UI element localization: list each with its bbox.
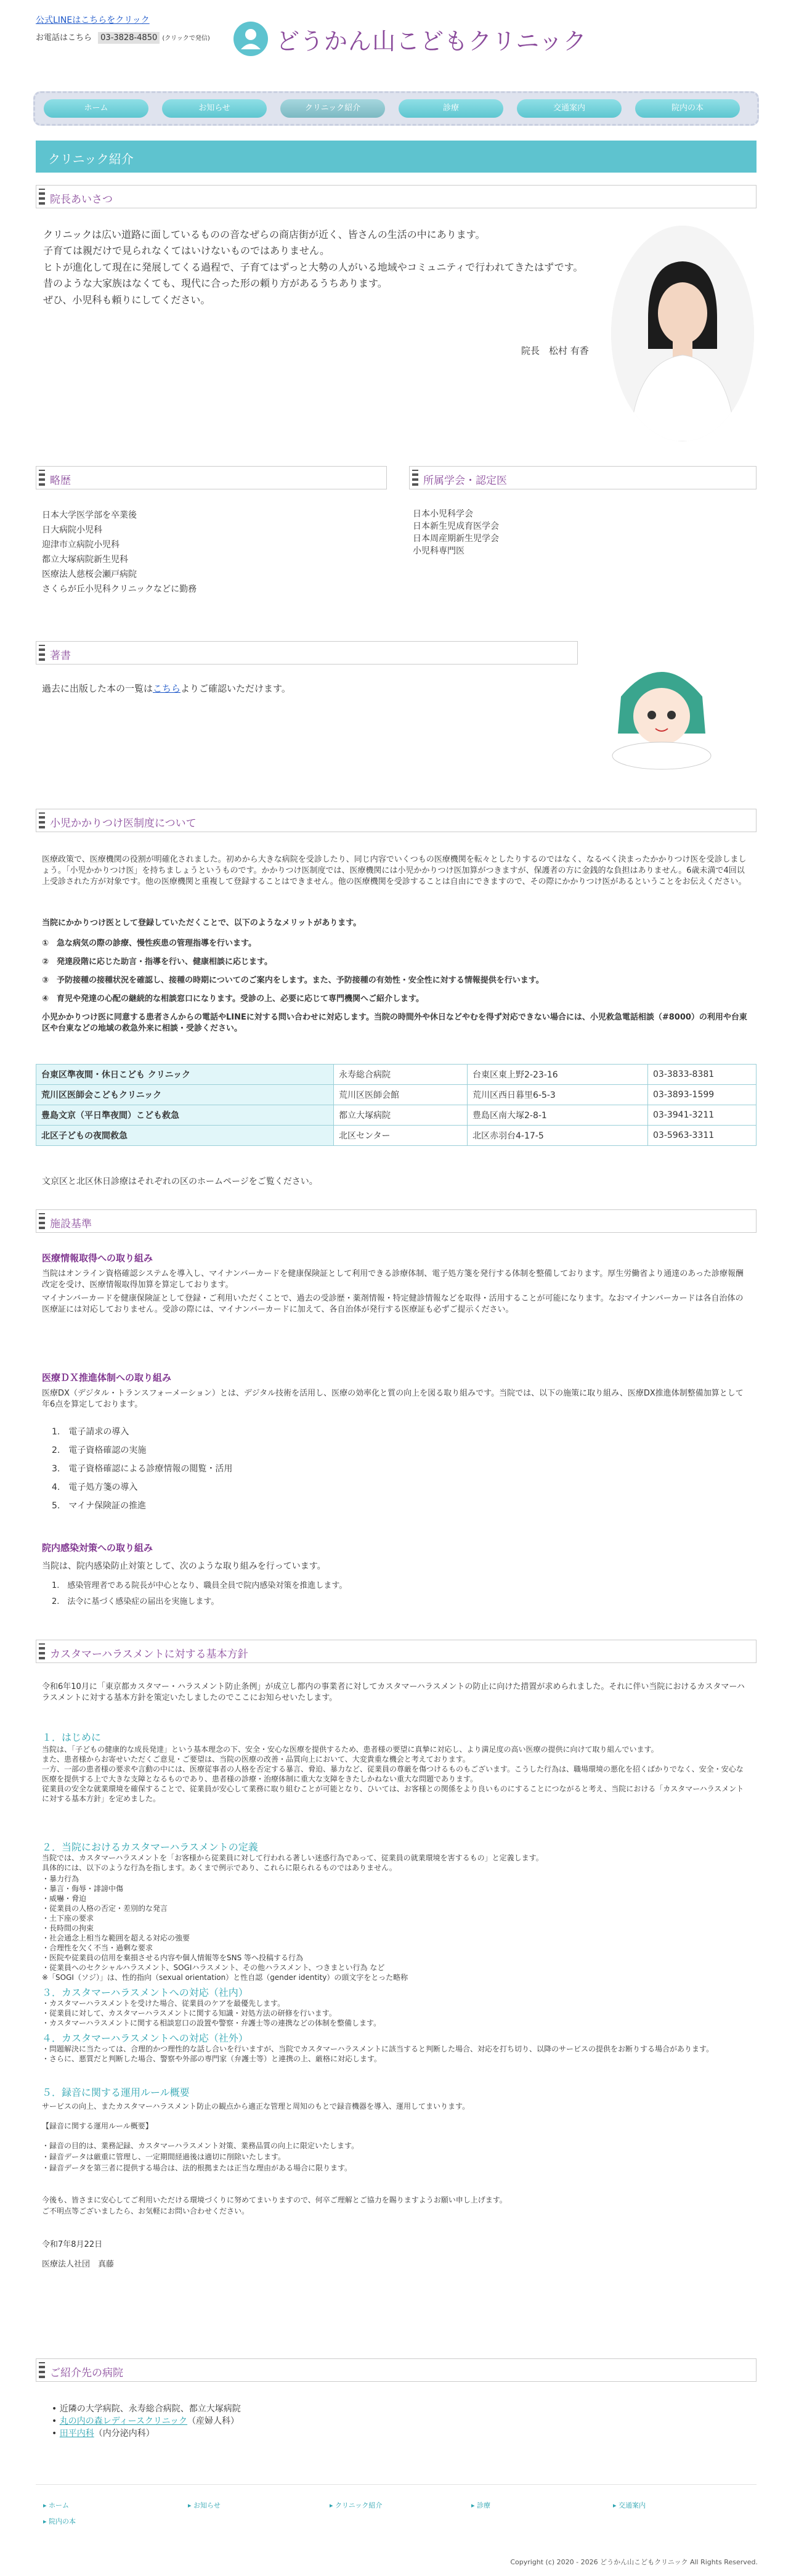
phone-number[interactable]: 03-3828-4850 xyxy=(98,32,160,44)
list-item: • 丸の内の森レディースクリニック（産婦人科） xyxy=(52,2416,240,2426)
character-illustration xyxy=(604,647,720,771)
harassment-signer: 医療法人社団 真藤 xyxy=(42,2260,115,2269)
harassment-s1-text: 当院は、「子どもの健康的な成長発達」という基本理念の下、安全・安心な医療を提供するため、患者様の要望に真摯に対応し、より満足度の高い医療の提供に向けて取り組んでいます。 また、患者様からお寄せいただくご意見・ご要望は、当院の医療の改善・品質向上において、大変貴重な機会と考えております。 一方、一部の患者様の要求や言動の中には、医療従事者の人格を否定する暴言、脅迫、暴力など、従業員の尊厳を傷つけるものもございます。こうした行為は、職場環境の悪化を招くばかりでなく、安全・安心な医療を提供する上で大きな支障となるものであり、患者様の診療・治療体制に重大な支障をきたしかねない重大な問題であります。 従業員の安全な就業環境を確保することで、従業員が安心して業務に取り組むことが可能となり、ひいては、お客様との関係をより良いものにすることにつながると考え、当院における「カスタマーハラスメントに対する基本方針」を定めました。 xyxy=(42,1745,744,1803)
footer-link-clinic[interactable]: ▸ クリニック紹介 xyxy=(330,2501,383,2509)
dx-list: 1. 電子請求の導入 2. 電子資格確認の実施 3. 電子資格確認による診療情報の閲覧・活用 4. 電子処方箋の導入 5. マイナ保険証の推進 xyxy=(52,1427,233,1511)
harassment-s4-title: ４．カスタマーハラスメントへの対応（社外） xyxy=(42,2032,248,2044)
harassment-s1-title: １．はじめに xyxy=(42,1732,102,1743)
nav-access[interactable]: 交通案内 xyxy=(517,99,622,118)
table-row: 荒川区医師会こどもクリニック 荒川区医師会館 荒川区西日暮里6-5-3 03-3893-1599 xyxy=(36,1085,757,1105)
emergency-table xyxy=(36,1064,757,1146)
nav-clinic[interactable]: クリニック紹介 xyxy=(280,99,385,118)
harassment-s4-list: ・問題解決に当たっては、合理的かつ理性的な話し合いを行いますが、当院でカスタマーハラスメントに該当すると判断した場合、対応を打ち切り、以降のサービスの提供をお断りする場合があります。 ・さらに、悪質だと判断した場合、警察や外部の専門家（弁護士等）と連携の上、厳格に対応します。 xyxy=(42,2045,714,2063)
footer-divider xyxy=(36,2484,757,2485)
harassment-s2-list: ・暴力行為 ・暴言・侮辱・誹謗中傷 ・威嚇・脅迫 ・従業員の人格の否定・差別的な発言 ・土下座の要求 ・長時間の拘束 ・社会通念上相当な範囲を超える対応の強要 ・合理性を欠く不当・過剰な要求 ・医院や従業員の信用を棄損させる内容や個人情報等をSNS 等へ投稿する行為 ・従業員へのセクシャルハラスメント、SOGIハラスメント、その他ハラスメント、つきまとい行為 など ※「SOGI（ソジ）」は、性的指向（sexual orientation）と性自認（gender identity）の頭文字をとった略称 xyxy=(42,1875,408,1982)
referral-heading: ご紹介先の病院 xyxy=(36,2358,757,2382)
director-portrait-icon xyxy=(611,226,754,441)
greeting-heading: 院長あいさつ xyxy=(36,185,757,208)
kakaritsuke-lead: 当院にかかりつけ医として登録していただくことで、以下のようなメリットがあります。 xyxy=(42,918,362,928)
phone-label: お電話はこちら xyxy=(36,33,92,43)
nav-home[interactable]: ホーム xyxy=(44,99,148,118)
clinic-logo[interactable] xyxy=(233,21,587,57)
kakaritsuke-intro: 医療政策で、医療機関の役割が明確化されました。初めから大きな病院を受診したり、同じ内容でいくつもの医療機関を転々としたりするのではなく、なるべく決まったかかりつけ医を受診しましょう。「小児かかりつけ医」を持ちましょうというものです。かかりつけ医制度では、医療機関には小児かかりつけ医加算がつきますが、保護者の方に金銭的な負担はありません。6歳未満で4回以上受診された方が対象です。他の医療機関と重複して登録することはできません。他の医療機関を受診することは自由にできますので、その際にかかりつけ医があるということをお伝えください。 xyxy=(42,855,747,886)
harassment-heading: カスタマーハラスメントに対する基本方針 xyxy=(36,1640,757,1663)
facility-heading: 施設基準 xyxy=(36,1209,757,1233)
kakaritsuke-note: 小児かかりつけ医に同意する患者さんからの電話やLINEに対する問い合わせに対応します。当院の時間外や休日などやむを得ず対応できない場合には、小児救急電話相談（#8000）の利用や台東区や台東などの地域の救急外来に相談・受診ください。 xyxy=(42,1013,747,1033)
table-row: 北区子どもの夜間救急 北区センター 北区赤羽台4-17-5 03-5963-3311 xyxy=(36,1126,757,1146)
footer-link-access[interactable]: ▸ 交通案内 xyxy=(613,2501,646,2509)
phone-row xyxy=(36,31,210,43)
books-text: 過去に出版した本の一覧はこちらよりご確認いただけます。 xyxy=(42,683,291,694)
girl-illustration-icon xyxy=(604,647,720,771)
footer-link-news[interactable]: ▸ お知らせ xyxy=(188,2501,221,2509)
clinic-logo-icon xyxy=(233,21,269,57)
footer-link-books[interactable]: ▸ 院内の本 xyxy=(43,2517,76,2525)
nav-news[interactable]: お知らせ xyxy=(162,99,267,118)
harassment-s2-title: ２．当院におけるカスタマーハラスメントの定義 xyxy=(42,1841,258,1853)
facility-section-text: 医療DX（デジタル・トランスフォーメーション）とは、デジタル技術を活用し、医療の効率化と質の向上を図る取り組みです。当院では、以下の施策に取り組み、医療DX推進体制整備加算として年6点を算定しております。 xyxy=(42,1389,744,1409)
main-nav xyxy=(33,91,759,126)
table-row: 台東区準夜間・休日こども クリニック 永寿総合病院 台東区東上野2-23-16 03-3833-8381 xyxy=(36,1065,757,1085)
harassment-s3-title: ３．カスタマーハラスメントへの対応（社内） xyxy=(42,1987,248,1998)
kakaritsuke-heading: 小児かかりつけ医制度について xyxy=(36,809,757,832)
facility-section-text: 当院はオンライン資格確認システムを導入し、マイナンバーカードを健康保険証として利用できる診療体制、電子処方箋を発行する体制を整備しております。厚生労働省より通達のあった診療報酬改定を受け、医療情報取得加算を算定しております。 xyxy=(42,1269,744,1290)
harassment-s5-text: サービスの向上、またカスタマーハラスメント防止の観点から適正な管理と周知のもとで録音機器を導入、運用してまいります。 xyxy=(42,2102,470,2111)
facility-section-title: 院内感染対策への取り組み xyxy=(42,1542,153,1553)
harassment-s5-list: ・録音の目的は、業務記録、カスタマーハラスメント対策、業務品質の向上に限定いたします。 ・録音データは厳重に管理し、一定期間経過後は適切に削除いたします。 ・録音データを第三者に提供する場合は、法的根拠または正当な理由がある場合に限ります。 xyxy=(42,2141,359,2172)
line-link[interactable]: 公式LINEはこちらをクリック xyxy=(36,15,150,25)
societies-heading: 所属学会・認定医 xyxy=(409,466,757,489)
harassment-date: 令和7年8月22日 xyxy=(42,2240,103,2249)
harassment-s2-text: 当院では、カスタマーハラスメントを「お客様から従業員に対して行われる著しい迷惑行為であって、従業員の就業環境を害するもの」と定義します。 具体的には、以下のような行為を指します。あくまで例示であり、これらに限られるものではありません。 xyxy=(42,1854,543,1872)
books-link[interactable]: こちら xyxy=(153,683,181,694)
harassment-s3-list: ・カスタマーハラスメントを受けた場合、従業員のケアを最優先します。 ・従業員に対して、カスタマーハラスメントに関する知識・対処方法の研修を行います。 ・カスタマーハラスメントに関する相談窓口の設置や警察・弁護士等の連携などの体制を整備します。 xyxy=(42,1999,381,2027)
nav-books[interactable]: 院内の本 xyxy=(635,99,740,118)
footer-link-medical[interactable]: ▸ 診療 xyxy=(471,2501,491,2509)
facility-section-text: 当院は、院内感染防止対策として、次のような取り組みを行っています。 xyxy=(42,1561,326,1571)
page-title-bar xyxy=(36,141,757,173)
page-title: クリニック紹介 xyxy=(48,152,134,166)
clinic-name: どうかん山こどもクリニック xyxy=(276,27,587,55)
harassment-s5-title: ５．録音に関する運用ルール概要 xyxy=(42,2087,190,2098)
emergency-note: 文京区と北区休日診療はそれぞれの区のホームページをご覧ください。 xyxy=(42,1177,318,1187)
greeting-text: クリニックは広い道路に面しているものの音なぜらの商店街が近く、皆さんの生活の中にあります。 子育ては親だけで見られなくてはいけないものではありません。 ヒトが進化して現在に発展してくる過程で、子育てはずっと大勢の人がいる地域やコミュニティで行われてきたはずです。 昔のような大家族はなくても、現代に合った形の頼り方があるうちあります。 ぜひ、小児科も頼りにしてください。 xyxy=(43,229,583,306)
table-row: 豊島文京（平日準夜間）こども救急 都立大塚病院 豊島区南大塚2-8-1 03-3941-3211 xyxy=(36,1105,757,1126)
societies-list: 日本小児科学会 日本新生児成育医学会 日本周産期新生児学会 小児科専門医 xyxy=(413,509,499,556)
facility-section-text: マイナンバーカードを健康保険証として登録・ご利用いただくことで、過去の受診歴・薬剤情報・特定健診情報などを取得・活用することが可能になります。なおマイナンバーカードは各自治体の医療証には対応しておりません。受診の際には、マイナンバーカードに加えて、各自治体が発行する医療証も必ずご提示ください。 xyxy=(42,1294,744,1314)
kakaritsuke-merits: ① 急な病気の際の診療、慢性疾患の管理指導を行います。 ② 発達段階に応じた助言・指導を行い、健康相談に応じます。 ③ 予防接種の接種状況を確認し、接種の時期についてのご案内をします。また、予防接種の有効性・安全性に対する情報提供を行います。 ④ 育児や発達の心配の継続的な相談窓口になります。受診の上、必要に応じて専門機関へご紹介します。 xyxy=(42,939,544,1004)
phone-note: (クリックで発信) xyxy=(162,35,210,42)
harassment-intro: 令和6年10月に「東京都カスタマー・ハラスメント防止条例」が成立し都内の事業者に対してカスタマーハラスメントの防止に向けた措置が求められました。それに伴い当院におけるカスタマーハラスメントに対する基本方針を策定いたしましたのでここにお知らせいたします。 xyxy=(42,1682,745,1703)
facility-section-title: 医療ＤＸ推進体制への取り組み xyxy=(42,1372,172,1383)
harassment-closing: 今後も、皆さまに安心してご利用いただける環境づくりに努めてまいりますので、何卒ご理解とご協力を賜りますようお願い申し上げます。 ご不明点等ございましたら、お気軽にお問い合わせください。 xyxy=(42,2196,507,2215)
copyright: Copyright (c) 2020 - 2026 どうかん山こどもクリニック All Rights Reserved. xyxy=(510,2558,758,2566)
facility-section-title: 医療情報取得への取り組み xyxy=(42,1253,153,1264)
history-list: 日本大学医学部を卒業後 日大病院小児科 迎津市立病院小児科 都立大塚病院新生児科 医療法人慈桜会瀬戸病院 さくらが丘小児科クリニックなどに勤務 xyxy=(42,510,197,594)
nav-medical[interactable]: 診療 xyxy=(399,99,503,118)
list-item: • 近隣の大学病院、永寿総合病院、都立大塚病院 xyxy=(52,2404,241,2414)
referral-link[interactable]: 丸の内の森レディースクリニック xyxy=(59,2416,188,2426)
footer-link-home[interactable]: ▸ ホーム xyxy=(43,2501,70,2509)
harassment-s5-sub: 【録音に関する運用ルール概要】 xyxy=(42,2122,153,2130)
history-heading: 略歴 xyxy=(36,466,387,489)
director-signature: 院長 松村 有香 xyxy=(521,345,589,356)
books-heading: 著書 xyxy=(36,641,578,664)
list-item: • 田平内科（内分泌内科） xyxy=(52,2429,155,2439)
referral-list xyxy=(52,2403,241,2440)
director-photo xyxy=(611,226,754,441)
referral-link[interactable]: 田平内科 xyxy=(59,2429,94,2439)
infection-list: 1. 感染管理者である院長が中心となり、職員全員で院内感染対策を推進します。 2. 法令に基づく感染症の届出を実施します。 xyxy=(52,1581,347,1606)
